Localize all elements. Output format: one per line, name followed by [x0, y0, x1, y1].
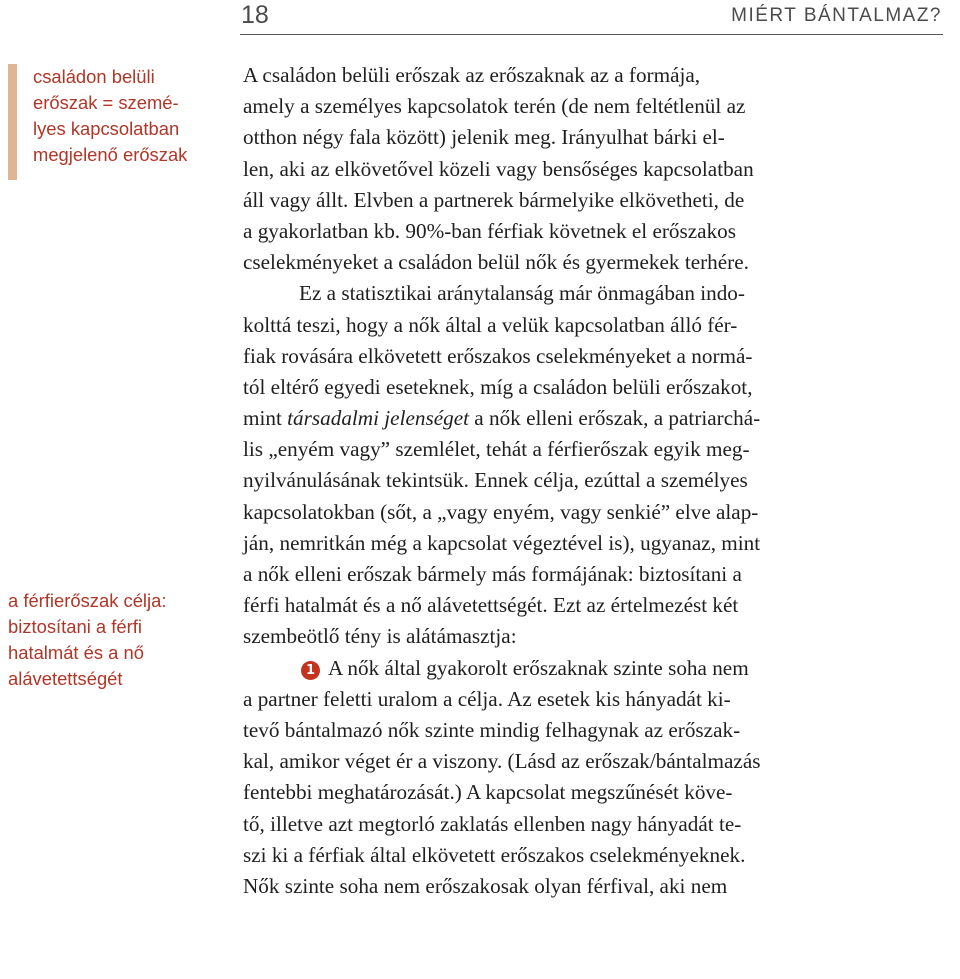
text-line [243, 403, 943, 434]
text-line: otthon négy fala között) jelenik meg. Irányulhat bárki el- [243, 125, 725, 150]
text-line: kapcsolatokban (sőt, a „vagy enyém, vagy senkié” elve alap- [243, 499, 759, 524]
sidenote-line: családon belüli [33, 66, 155, 87]
text-line: A családon belüli erőszak az erőszaknak az a formája, [243, 63, 701, 87]
text-line: kal, amikor véget ér a viszony. (Lásd az erőszak/bántalmazás [243, 749, 761, 774]
text-line: tól eltérő egyedi eseteknek, míg a családon belüli erőszakot, [243, 374, 753, 399]
text-line: ján, nemritkán még a kapcsolat végeztével is), ugyanaz, mint [243, 530, 761, 555]
text-line: fentebbi meghatározását.) A kapcsolat megszűnését köve- [243, 780, 733, 805]
text-line: tő, illetve azt megtorló zaklatás ellenben nagy hányadát te- [243, 811, 742, 836]
text-line: cselekményeket a családon belül nők és gyermekek terhére. [243, 250, 749, 275]
text-line: a gyakorlatban kb. 90%-ban férfiak követnek el erőszakos [243, 218, 737, 243]
text-run: a nők elleni erőszak, a patriarchá- [469, 406, 761, 431]
sidenote-line: alávetettségét [8, 668, 123, 689]
running-head: MIÉRT BÁNTALMAZ? [731, 5, 942, 26]
sidenote-definition [33, 64, 233, 168]
text-line: a nők elleni erőszak bármely más formájának: biztosítani a [243, 562, 742, 586]
text-line: férfi hatalmát és a nő alávetettségét. Ezt az értelmezést két [243, 593, 739, 618]
page-number: 18 [241, 1, 269, 29]
sidenote-line: a férfierőszak célja: [8, 590, 167, 611]
text-line: nyilvánulásának tekintsük. Ennek célja, ezúttal a személyes [243, 468, 748, 493]
sidenote-line: hatalmát és a nő [8, 642, 144, 663]
text-line: Ez a statisztikai aránytalanság már önmagában indo- [299, 281, 745, 306]
text-line: lis „enyém vagy” szemlélet, tehát a férfierőszak egyik meg- [243, 437, 750, 462]
sidenote-purpose [8, 588, 233, 692]
text-line: fiak rovására elkövetett erőszakos cselekményeket a normá- [243, 343, 753, 368]
paragraph-1 [243, 60, 943, 278]
text-line: áll vagy állt. Elvben a partnerek bármelyike elkövetheti, de [243, 187, 745, 212]
italic-term: társadalmi jelenséget [287, 406, 469, 431]
body-text [243, 60, 943, 902]
text-line: a partner feletti uralom a célja. Az esetek kis hányadát ki- [243, 686, 731, 711]
text-line [243, 653, 943, 684]
point-1 [243, 653, 943, 903]
text-run: mint [243, 406, 288, 431]
margin-bar [8, 64, 17, 180]
sidenote-line: biztosítani a férfi [8, 616, 142, 637]
number-one-badge-icon: 1 [301, 661, 320, 680]
text-line: tevő bántalmazó nők szinte mindig felhagynak az erőszak- [243, 717, 741, 742]
text-line: len, aki az elkövetővel közeli vagy bensőséges kapcsolatban [243, 156, 754, 181]
text-line: szi ki a férfiak által elkövetett erőszakos cselekményeknek. [243, 842, 746, 867]
paragraph-2 [243, 278, 943, 652]
header-rule [240, 34, 943, 35]
text-line: kolttá teszi, hogy a nők által a velük kapcsolatban álló fér- [243, 312, 738, 337]
text-line: szembeötlő tény is alátámasztja: [243, 624, 517, 649]
text-line: amely a személyes kapcsolatok terén (de nem feltétlenül az [243, 94, 746, 119]
text-run: A nők által gyakorolt erőszaknak szinte soha nem [328, 655, 749, 680]
sidenote-line: lyes kapcsolatban [33, 118, 180, 139]
sidenote-line: megjelenő erőszak [33, 144, 188, 165]
sidenote-line: erőszak = szemé- [33, 92, 179, 113]
text-line: Nők szinte soha nem erőszakosak olyan férfival, aki nem [243, 873, 728, 898]
